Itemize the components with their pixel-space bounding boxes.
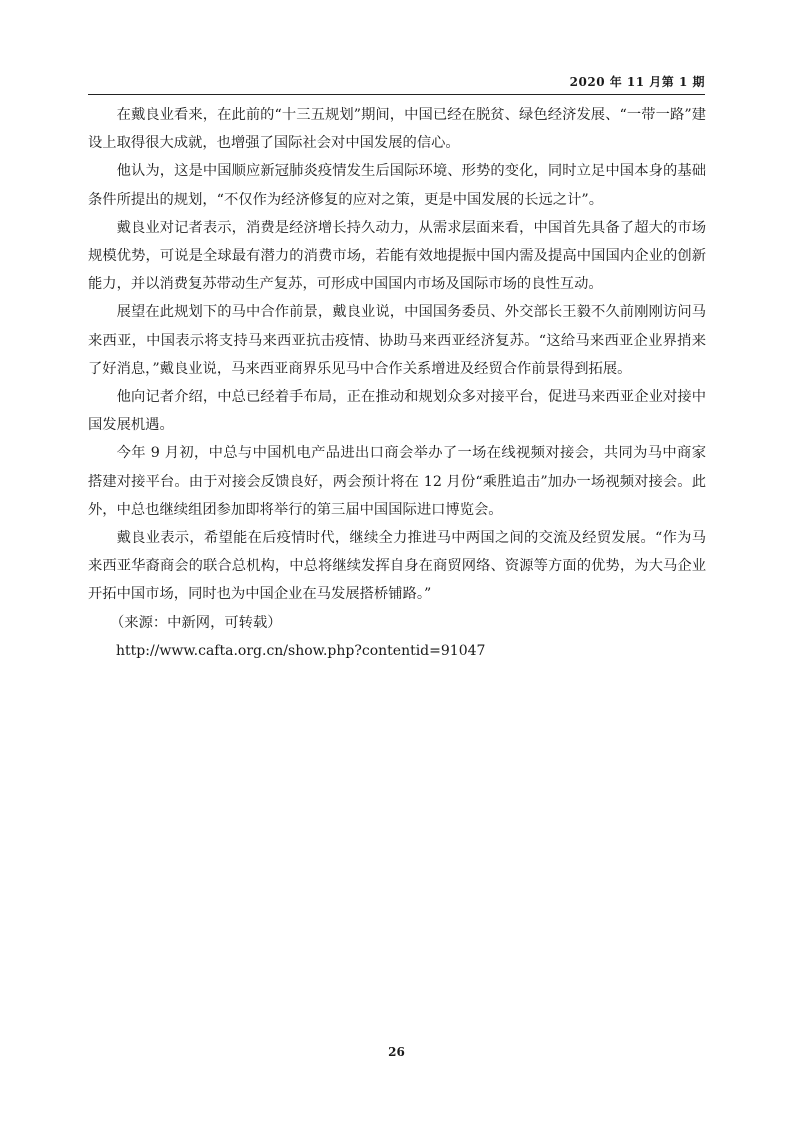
issue-label: 2020 年 11 月第 1 期 — [569, 75, 705, 89]
paragraph-1: 在戴良业看来，在此前的“十三五规划”期间，中国已经在脱贫、绿色经济发展、“一带一路”建设上取得很大成就，也增强了国际社会对中国发展的信心。 — [88, 107, 706, 152]
paragraph-5: 他向记者介绍，中总已经着手布局，正在推动和规划众多对接平台，促进马来西亚企业对接中国发展机遇。 — [88, 389, 706, 434]
source-url: http://www.cafta.org.cn/show.php?contentid=91047 — [116, 642, 486, 659]
paragraph-7: 戴良业表示，希望能在后疫情时代，继续全力推进马中两国之间的交流及经贸发展。“作为马来西亚华裔商会的联合总机构，中总将继续发挥自身在商贸网络、资源等方面的优势，为大马企业开拓中国市场，同时也为中国企业在马发展搭桥铺路。” — [88, 530, 706, 603]
paragraph-4: 展望在此规划下的马中合作前景，戴良业说，中国国务委员、外交部长王毅不久前刚刚访问马来西亚，中国表示将支持马来西亚抗击疫情、协助马来西亚经济复苏。“这给马来西亚企业界捎来了好消息，”戴良业说，马来西亚商界乐见马中合作关系增进及经贸合作前景得到拓展。 — [88, 304, 706, 377]
page-number: 26 — [388, 1045, 405, 1059]
paragraph-6: 今年 9 月初，中总与中国机电产品进出口商会举办了一场在线视频对接会，共同为马中商家搭建对接平台。由于对接会反馈良好，两会预计将在 12 月份“乘胜追击”加办一场视频对接会。此外，中总也继续组团参加即将举行的第三届中国国际进口博览会。 — [88, 445, 706, 518]
article-body — [88, 101, 706, 665]
source-note: （来源：中新网，可转载） — [110, 614, 282, 631]
paragraph-3: 戴良业对记者表示，消费是经济增长持久动力，从需求层面来看，中国首先具备了超大的市场规模优势，可说是全球最有潜力的消费市场，若能有效地提振中国内需及提高中国国内企业的创新能力，并以消费复苏带动生产复苏，可形成中国国内市场及国际市场的良性互动。 — [88, 219, 706, 293]
paragraph-2: 他认为，这是中国顺应新冠肺炎疫情发生后国际环境、形势的变化，同时立足中国本身的基础条件所提出的规划，“不仅作为经济修复的应对之策，更是中国发展的长远之计”。 — [88, 163, 706, 208]
page-header — [88, 70, 705, 95]
